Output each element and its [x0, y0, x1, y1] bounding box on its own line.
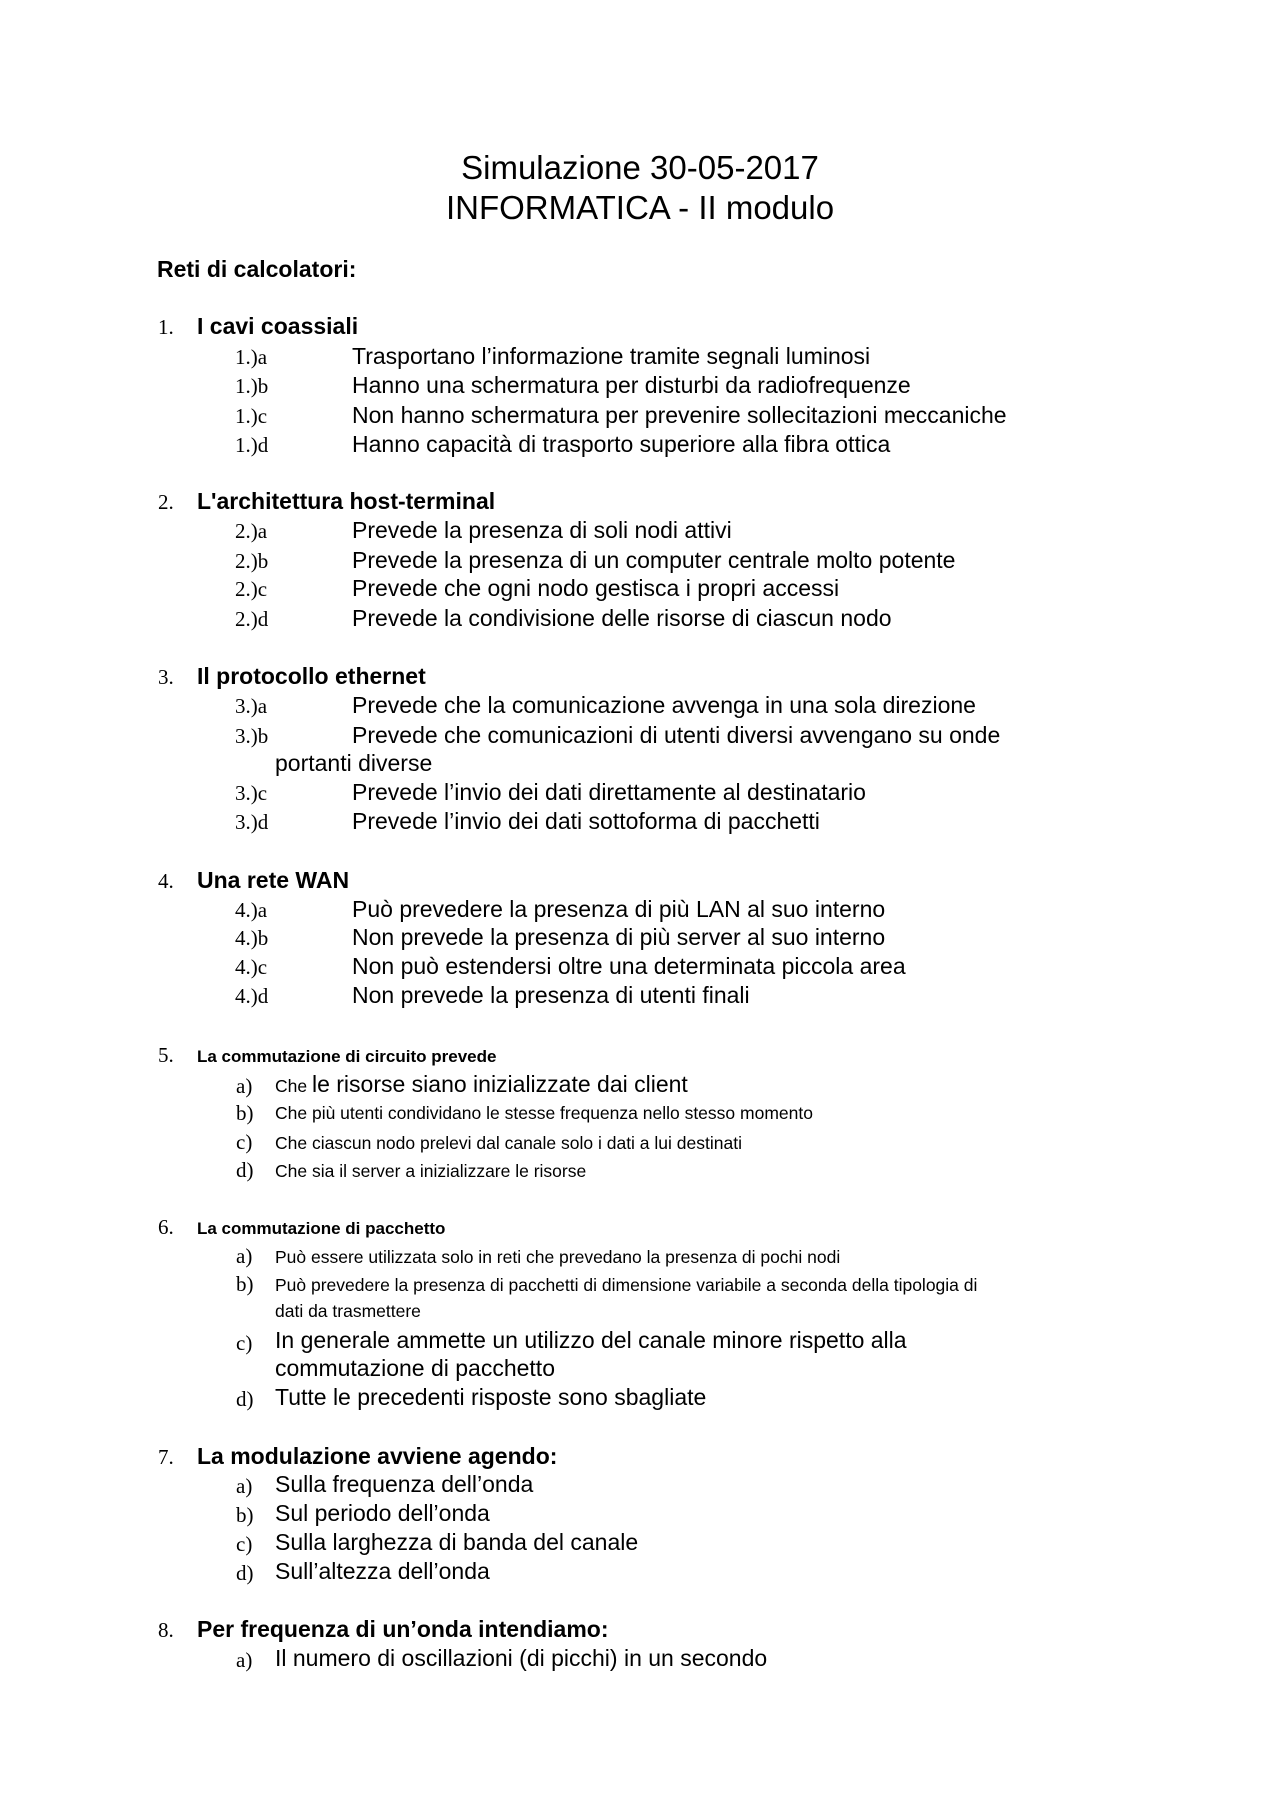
- question-text: Il protocollo ethernet: [197, 663, 426, 689]
- question-number: 8.: [158, 1618, 174, 1642]
- option-label: b): [236, 1503, 254, 1527]
- option-label: 1.)b: [235, 374, 269, 398]
- option-text-continuation: commutazione di pacchetto: [275, 1355, 555, 1381]
- option-text-continuation: portanti diverse: [275, 750, 433, 776]
- option-text: Prevede l’invio dei dati sottoforma di pacchetti: [352, 808, 820, 834]
- option-text: Prevede l’invio dei dati direttamente al destinatario: [352, 779, 866, 805]
- option-label: 2.)b: [235, 549, 269, 573]
- question-text: La commutazione di pacchetto: [197, 1219, 446, 1238]
- document-title: Simulazione 30-05-2017: [461, 149, 819, 186]
- option-text: Tutte le precedenti risposte sono sbagliate: [275, 1384, 707, 1410]
- option-label: 3.)b: [235, 724, 269, 748]
- option-text: Non prevede la presenza di più server al suo interno: [352, 924, 886, 950]
- option-label: a): [236, 1074, 253, 1098]
- option-label: c): [236, 1532, 253, 1556]
- question-text: La modulazione avviene agendo:: [197, 1443, 558, 1469]
- option-text: Prevede la presenza di un computer centrale molto potente: [352, 547, 956, 573]
- question-number: 3.: [158, 665, 174, 689]
- option-text: Sull’altezza dell’onda: [275, 1558, 490, 1584]
- option-label: 2.)c: [235, 577, 268, 601]
- option-text-main: le risorse siano inizializzate dai client: [311, 1071, 688, 1097]
- option-text: Sulla frequenza dell’onda: [275, 1471, 534, 1497]
- option-text: [275, 1071, 688, 1098]
- option-text: Prevede la condivisione delle risorse di ciascun nodo: [352, 605, 892, 631]
- option-label: 4.)c: [235, 955, 268, 979]
- option-text: Sul periodo dell’onda: [275, 1500, 490, 1526]
- option-text: Non prevede la presenza di utenti finali: [352, 982, 750, 1008]
- document-subtitle: INFORMATICA - II modulo: [445, 189, 835, 226]
- option-label: 4.)d: [235, 984, 269, 1008]
- question-text: Una rete WAN: [197, 867, 350, 893]
- option-label: 3.)d: [235, 810, 269, 834]
- option-text-continuation: dati da trasmettere: [275, 1301, 421, 1321]
- question-number: 1.: [158, 315, 174, 339]
- option-label: 3.)a: [235, 694, 268, 718]
- question-text: L'architettura host-terminal: [197, 488, 496, 514]
- option-label: 3.)c: [235, 781, 268, 805]
- option-label: 1.)a: [235, 345, 268, 369]
- option-label: 1.)d: [235, 433, 269, 457]
- option-text: Sulla larghezza di banda del canale: [275, 1529, 639, 1555]
- option-text: Il numero di oscillazioni (di picchi) in un secondo: [275, 1645, 768, 1671]
- option-text: Hanno una schermatura per disturbi da radiofrequenze: [352, 372, 911, 398]
- option-label: 1.)c: [235, 404, 268, 428]
- question-number: 7.: [158, 1445, 174, 1469]
- section-heading: Reti di calcolatori:: [157, 256, 357, 282]
- question-text: La commutazione di circuito prevede: [197, 1047, 497, 1066]
- question-text: I cavi coassiali: [197, 313, 359, 339]
- option-text: Prevede che comunicazioni di utenti diversi avvengano su onde: [352, 722, 1001, 748]
- option-text: Che più utenti condividano le stesse frequenza nello stesso momento: [275, 1103, 813, 1123]
- question-number: 4.: [158, 869, 174, 893]
- option-text: Può prevedere la presenza di pacchetti di dimensione variabile a seconda della tipologia di: [275, 1275, 978, 1295]
- option-label: c): [236, 1130, 253, 1154]
- option-label: b): [236, 1101, 254, 1125]
- option-text: Prevede che la comunicazione avvenga in una sola direzione: [352, 692, 976, 718]
- option-label: 2.)a: [235, 519, 268, 543]
- option-text: Non può estendersi oltre una determinata piccola area: [352, 953, 906, 979]
- option-text: Hanno capacità di trasporto superiore alla fibra ottica: [352, 431, 891, 457]
- option-text: Prevede la presenza di soli nodi attivi: [352, 517, 732, 543]
- option-label: a): [236, 1244, 253, 1268]
- option-label: d): [236, 1387, 254, 1411]
- option-label: d): [236, 1158, 254, 1182]
- question-number: 5.: [158, 1043, 174, 1067]
- option-label: 4.)b: [235, 926, 269, 950]
- option-text: Che sia il server a inizializzare le risorse: [275, 1161, 587, 1181]
- question-number: 6.: [158, 1215, 174, 1239]
- option-text: Non hanno schermatura per prevenire sollecitazioni meccaniche: [352, 402, 1007, 428]
- option-label: c): [236, 1331, 253, 1355]
- option-text: Trasportano l’informazione tramite segnali luminosi: [352, 343, 871, 369]
- option-text-prefix: Che: [275, 1076, 312, 1096]
- option-text: Prevede che ogni nodo gestisca i propri accessi: [352, 575, 840, 601]
- option-text: Può prevedere la presenza di più LAN al suo interno: [352, 896, 886, 922]
- option-label: 4.)a: [235, 898, 268, 922]
- option-label: a): [236, 1474, 253, 1498]
- option-text: In generale ammette un utilizzo del canale minore rispetto alla: [275, 1327, 907, 1353]
- question-number: 2.: [158, 490, 174, 514]
- option-label: d): [236, 1561, 254, 1585]
- option-label: 2.)d: [235, 607, 269, 631]
- option-label: a): [236, 1648, 253, 1672]
- option-label: b): [236, 1272, 254, 1296]
- question-text: Per frequenza di un’onda intendiamo:: [197, 1616, 609, 1642]
- option-text: Può essere utilizzata solo in reti che prevedano la presenza di pochi nodi: [275, 1247, 841, 1267]
- option-text: Che ciascun nodo prelevi dal canale solo i dati a lui destinati: [275, 1133, 742, 1153]
